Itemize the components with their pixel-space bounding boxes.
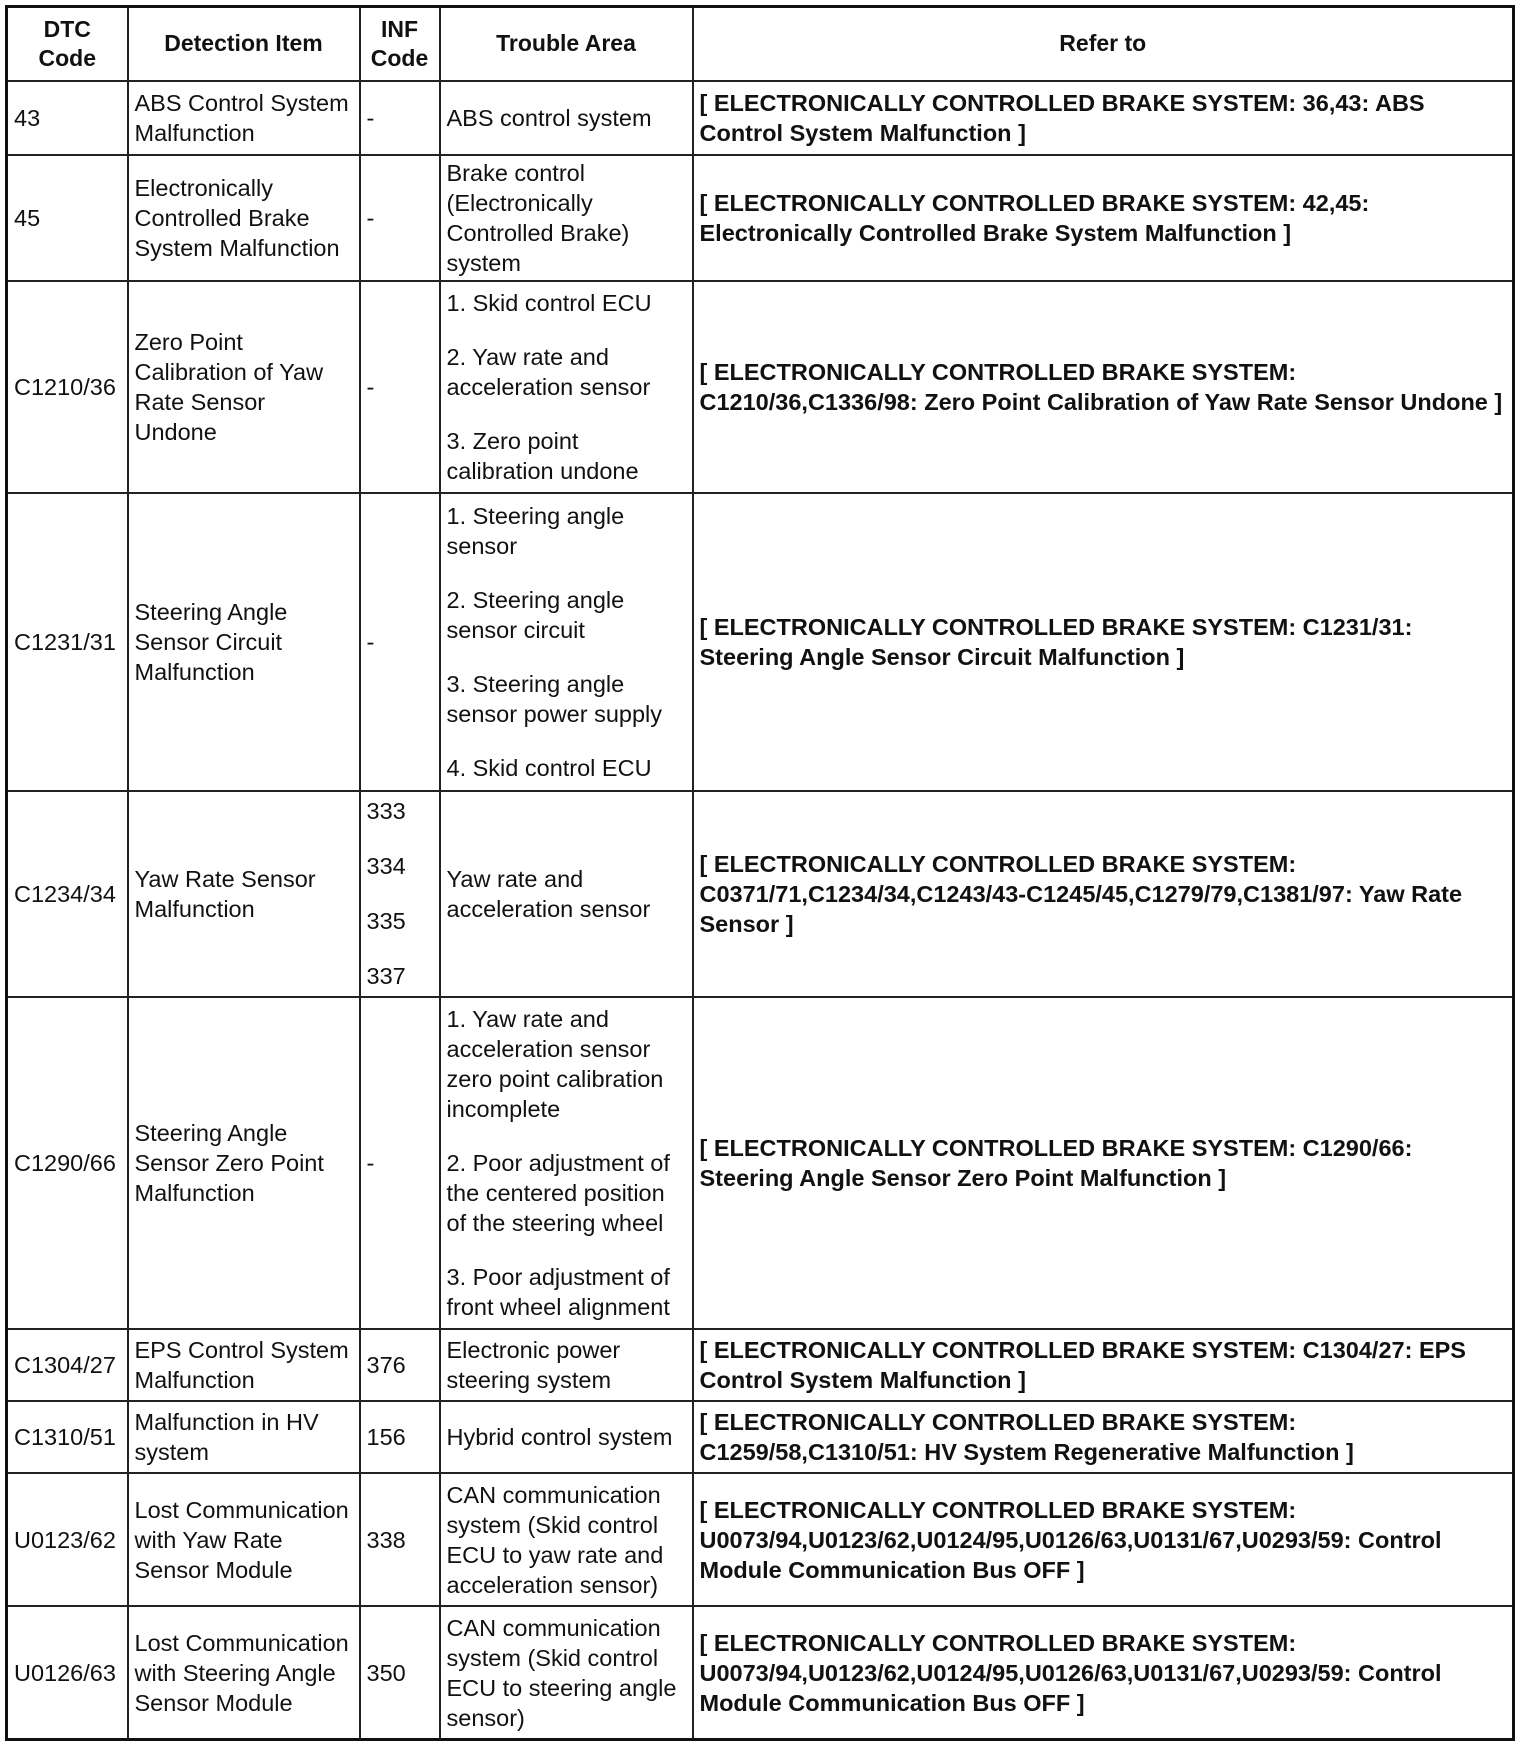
detection-item-cell: Steering Angle Sensor Zero Point Malfunction [128, 997, 360, 1329]
trouble-area-item: ABS control system [446, 104, 652, 131]
header-refer-to: Refer to [693, 7, 1514, 81]
trouble-area-cell [440, 81, 693, 155]
trouble-area-item: 2. Yaw rate and acceleration sensor [446, 343, 651, 400]
inf-code-value: 156 [366, 1424, 406, 1451]
detection-item-cell: EPS Control System Malfunction [128, 1329, 360, 1401]
table-body [7, 81, 1514, 1740]
table-row [7, 281, 1514, 493]
dtc-code-cell: U0126/63 [7, 1606, 128, 1739]
header-dtc-code: DTC Code [7, 7, 128, 81]
trouble-area-item: 1. Steering angle sensor [446, 502, 625, 559]
inf-code-cell [360, 493, 440, 791]
detection-item-cell: Zero Point Calibration of Yaw Rate Sensor Undone [128, 281, 360, 493]
trouble-area-cell [440, 1329, 693, 1401]
refer-to-link[interactable]: [ ELECTRONICALLY CONTROLLED BRAKE SYSTEM: C1259/58,C1310/51: HV System Regenerative Malfunction ] [693, 1401, 1514, 1473]
trouble-area-item: CAN communication system (Skid control ECU to steering angle sensor) [446, 1614, 677, 1731]
refer-to-link[interactable]: [ ELECTRONICALLY CONTROLLED BRAKE SYSTEM: U0073/94,U0123/62,U0124/95,U0126/63,U0131/67,U0293/59: Control Module Communication Bus OFF ] [693, 1606, 1514, 1739]
header-inf-code: INF Code [360, 7, 440, 81]
refer-to-link[interactable]: [ ELECTRONICALLY CONTROLLED BRAKE SYSTEM: C1304/27: EPS Control System Malfunction ] [693, 1329, 1514, 1401]
trouble-area-item: Yaw rate and acceleration sensor [446, 865, 651, 922]
inf-code-value: 350 [366, 1659, 406, 1686]
dtc-code-cell: C1304/27 [7, 1329, 128, 1401]
trouble-area-item: 3. Steering angle sensor power supply [446, 670, 663, 727]
dtc-code-cell: U0123/62 [7, 1473, 128, 1606]
inf-code-value: 335 [366, 908, 406, 935]
detection-item-cell: Electronically Controlled Brake System Malfunction [128, 155, 360, 281]
trouble-area-cell [440, 493, 693, 791]
detection-item-cell: Malfunction in HV system [128, 1401, 360, 1473]
header-detection-item: Detection Item [128, 7, 360, 81]
inf-code-cell [360, 1329, 440, 1401]
table-row [7, 1401, 1514, 1473]
detection-item-cell: Yaw Rate Sensor Malfunction [128, 791, 360, 997]
table-row [7, 997, 1514, 1329]
trouble-area-item: 4. Skid control ECU [446, 754, 652, 781]
trouble-area-item: 2. Steering angle sensor circuit [446, 586, 625, 643]
refer-to-link[interactable]: [ ELECTRONICALLY CONTROLLED BRAKE SYSTEM: C1290/66: Steering Angle Sensor Zero Point Malfunction ] [693, 997, 1514, 1329]
table-row [7, 1606, 1514, 1739]
refer-to-link[interactable]: [ ELECTRONICALLY CONTROLLED BRAKE SYSTEM: C0371/71,C1234/34,C1243/43-C1245/45,C1279/79,C1381/97: Yaw Rate Sensor ] [693, 791, 1514, 997]
dtc-code-cell: 45 [7, 155, 128, 281]
dtc-table [5, 5, 1515, 1741]
refer-to-link[interactable]: [ ELECTRONICALLY CONTROLLED BRAKE SYSTEM: 42,45: Electronically Controlled Brake System Malfunction ] [693, 155, 1514, 281]
inf-code-value: 333 [366, 798, 406, 825]
trouble-area-item: 3. Poor adjustment of front wheel alignment [446, 1264, 670, 1321]
table-row [7, 1329, 1514, 1401]
inf-code-cell [360, 81, 440, 155]
trouble-area-cell [440, 791, 693, 997]
table-row [7, 493, 1514, 791]
refer-to-link[interactable]: [ ELECTRONICALLY CONTROLLED BRAKE SYSTEM: C1231/31: Steering Angle Sensor Circuit Malfunction ] [693, 493, 1514, 791]
detection-item-cell: Steering Angle Sensor Circuit Malfunction [128, 493, 360, 791]
dtc-code-cell: C1210/36 [7, 281, 128, 493]
header-trouble-area: Trouble Area [440, 7, 693, 81]
trouble-area-item: Electronic power steering system [446, 1337, 621, 1394]
trouble-area-cell [440, 997, 693, 1329]
dtc-code-cell: C1234/34 [7, 791, 128, 997]
dtc-code-cell: C1290/66 [7, 997, 128, 1329]
table-row [7, 1473, 1514, 1606]
detection-item-cell: ABS Control System Malfunction [128, 81, 360, 155]
inf-code-cell [360, 791, 440, 997]
trouble-area-item: CAN communication system (Skid control ECU to yaw rate and acceleration sensor) [446, 1481, 664, 1598]
trouble-area-item: 1. Yaw rate and acceleration sensor zero point calibration incomplete [446, 1006, 664, 1123]
trouble-area-cell [440, 1606, 693, 1739]
dtc-code-cell: 43 [7, 81, 128, 155]
inf-code-cell [360, 1401, 440, 1473]
inf-code-value: 337 [366, 963, 406, 990]
trouble-area-item: Hybrid control system [446, 1424, 673, 1451]
inf-code-cell [360, 1606, 440, 1739]
dtc-table-sheet [5, 5, 1512, 1741]
inf-code-value: - [366, 104, 375, 131]
trouble-area-cell [440, 1401, 693, 1473]
trouble-area-item: 3. Zero point calibration undone [446, 427, 639, 484]
table-row [7, 791, 1514, 997]
table-header-row [7, 7, 1514, 81]
refer-to-link[interactable]: [ ELECTRONICALLY CONTROLLED BRAKE SYSTEM: U0073/94,U0123/62,U0124/95,U0126/63,U0131/67,U0293/59: Control Module Communication Bus OFF ] [693, 1473, 1514, 1606]
inf-code-value: - [366, 1150, 375, 1177]
trouble-area-cell [440, 155, 693, 281]
inf-code-value: 334 [366, 853, 406, 880]
inf-code-value: - [366, 204, 375, 231]
table-row [7, 155, 1514, 281]
trouble-area-item: 2. Poor adjustment of the centered position of the steering wheel [446, 1150, 670, 1237]
detection-item-cell: Lost Communication with Yaw Rate Sensor Module [128, 1473, 360, 1606]
inf-code-cell [360, 997, 440, 1329]
dtc-code-cell: C1231/31 [7, 493, 128, 791]
inf-code-cell [360, 1473, 440, 1606]
table-row [7, 81, 1514, 155]
refer-to-link[interactable]: [ ELECTRONICALLY CONTROLLED BRAKE SYSTEM: 36,43: ABS Control System Malfunction ] [693, 81, 1514, 155]
inf-code-value: 376 [366, 1352, 406, 1379]
inf-code-cell [360, 281, 440, 493]
refer-to-link[interactable]: [ ELECTRONICALLY CONTROLLED BRAKE SYSTEM: C1210/36,C1336/98: Zero Point Calibration of Yaw Rate Sensor Undone ] [693, 281, 1514, 493]
inf-code-value: - [366, 628, 375, 655]
trouble-area-item: Brake control (Electronically Controlled Brake) system [446, 159, 630, 276]
detection-item-cell: Lost Communication with Steering Angle Sensor Module [128, 1606, 360, 1739]
inf-code-value: - [366, 373, 375, 400]
trouble-area-cell [440, 281, 693, 493]
inf-code-value: 338 [366, 1526, 406, 1553]
trouble-area-cell [440, 1473, 693, 1606]
dtc-code-cell: C1310/51 [7, 1401, 128, 1473]
inf-code-cell [360, 155, 440, 281]
trouble-area-item: 1. Skid control ECU [446, 289, 652, 316]
